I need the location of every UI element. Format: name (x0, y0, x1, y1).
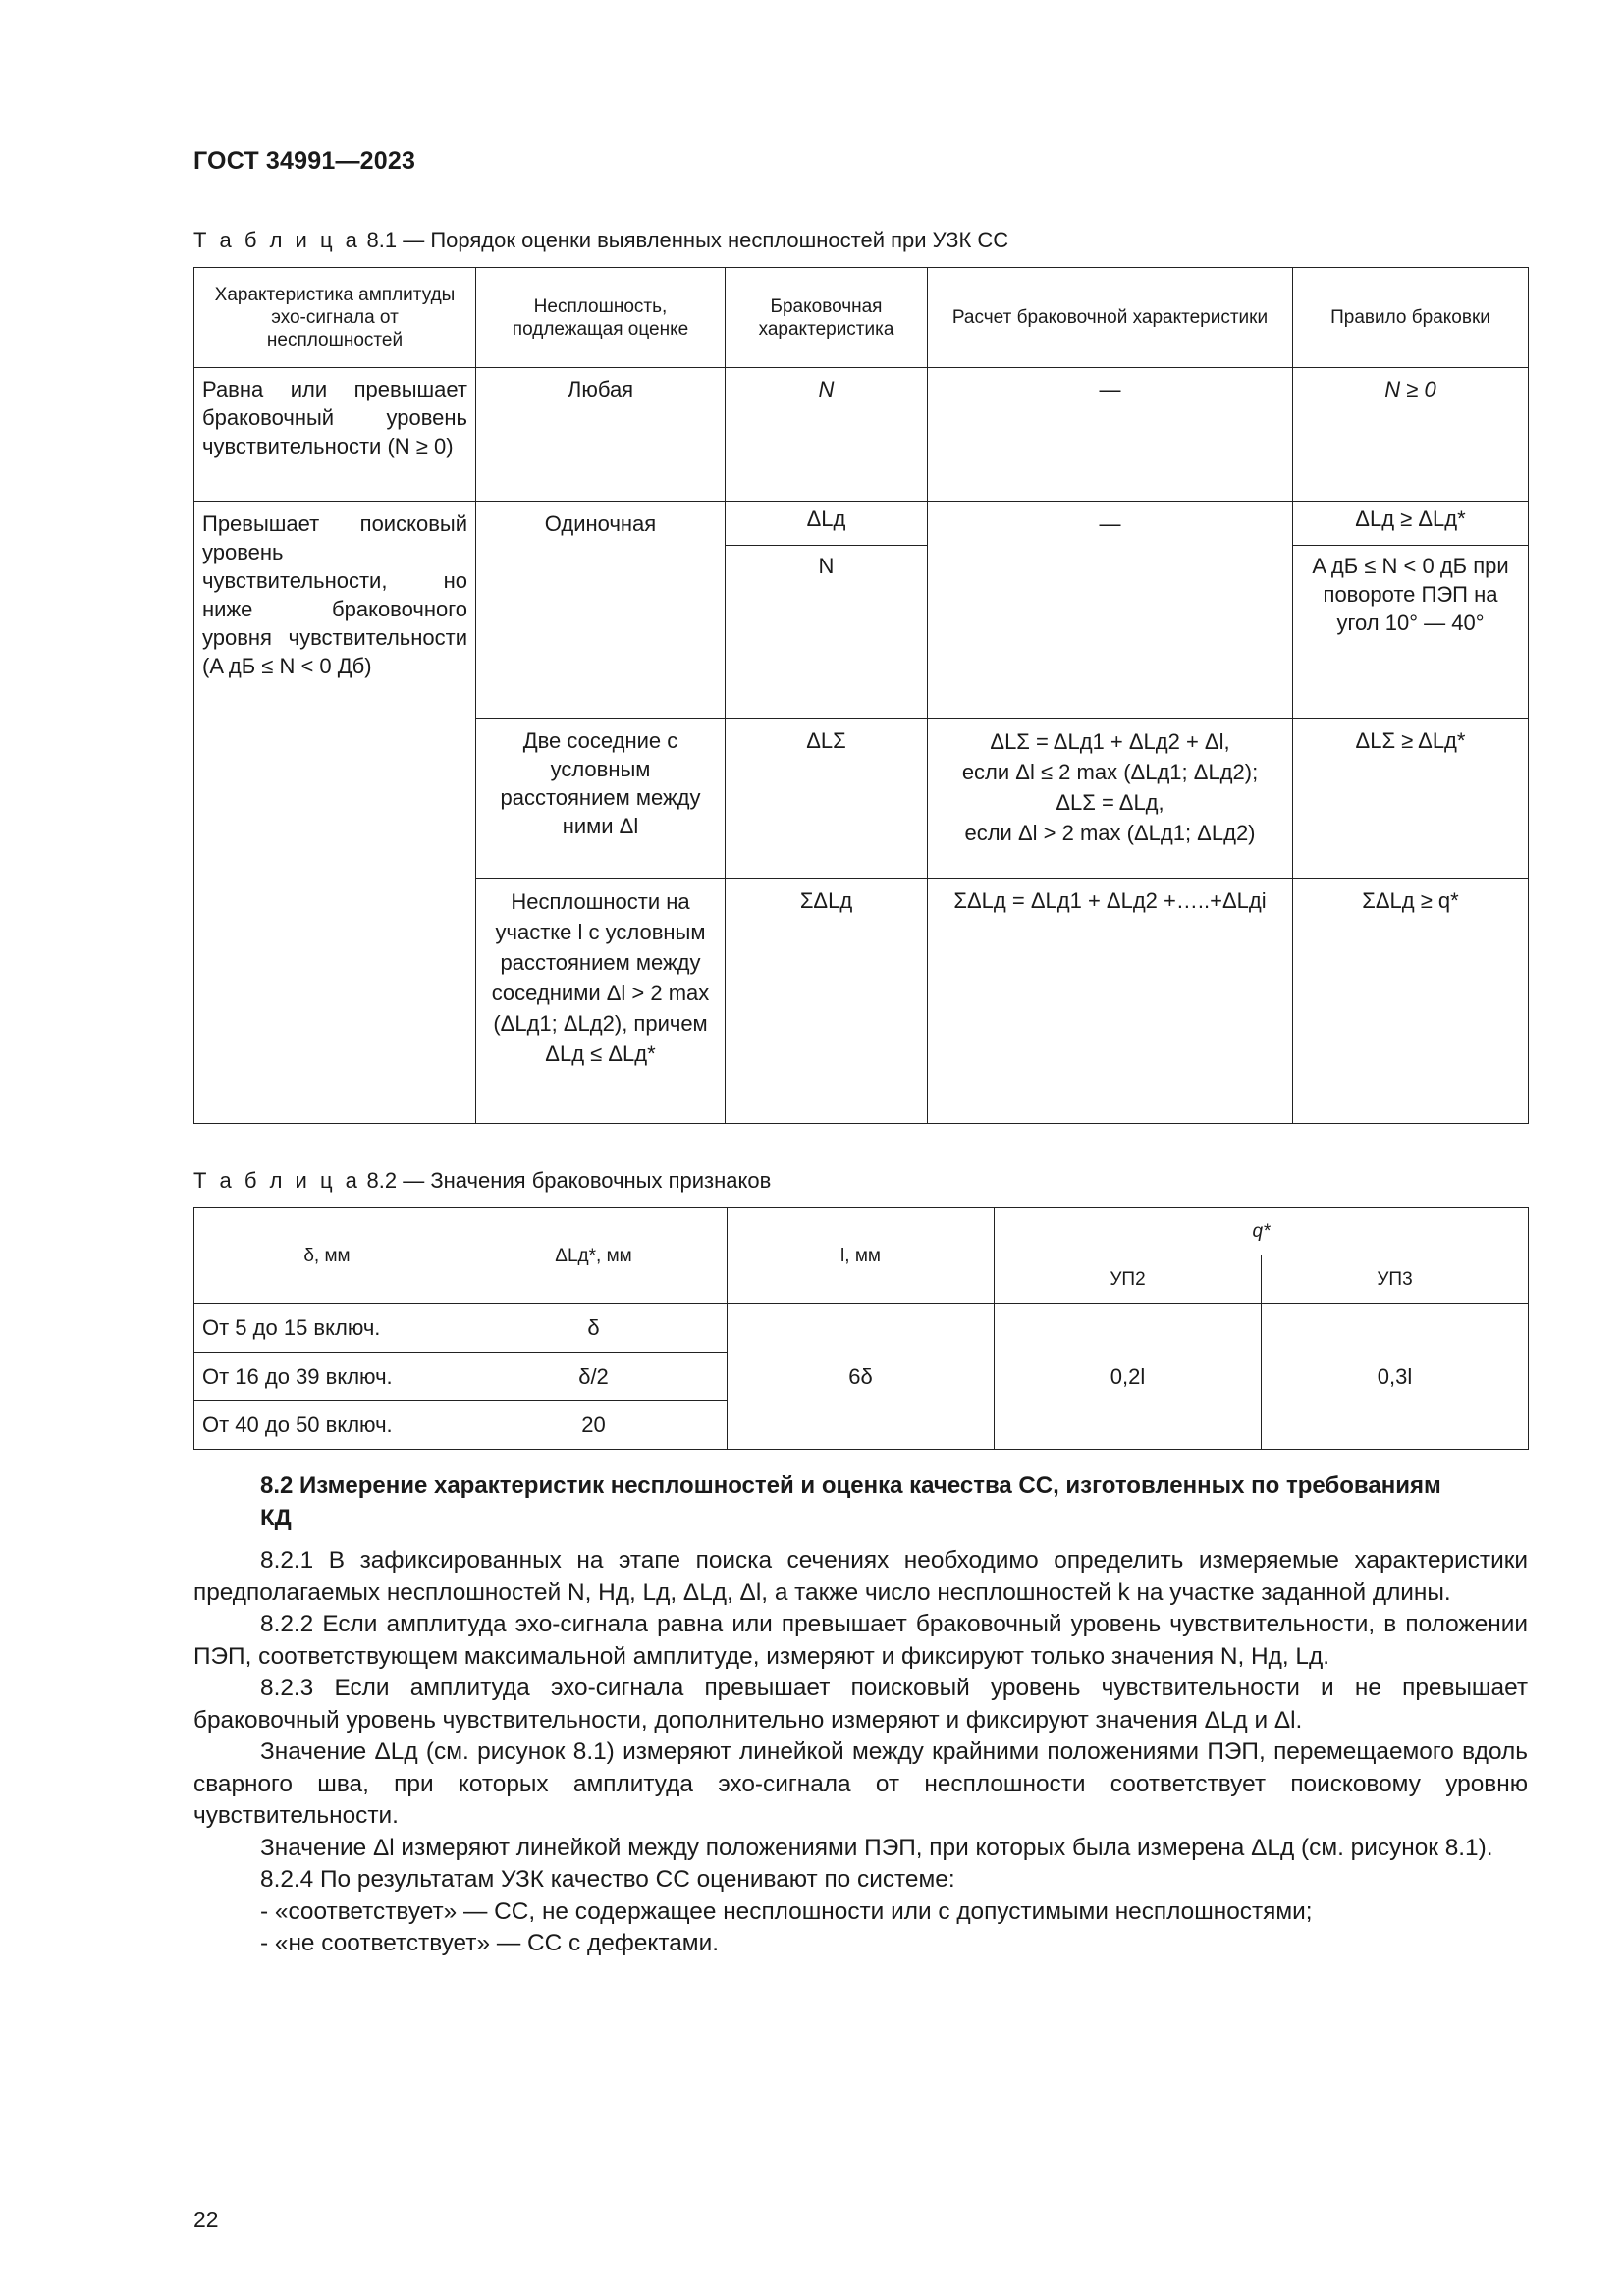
table1-header-rule: Правило браковки (1293, 268, 1529, 368)
table1-row-1 (194, 368, 1529, 502)
table2-row3-dl: 20 (460, 1401, 728, 1450)
table2-caption-prefix: Т а б л и ц а (193, 1168, 361, 1193)
paragraph-8-2-3-c: Значение Δl измеряют линейкой между положениями ПЭП, при которых была измерена ΔLд (см. рисунок 8.1). (260, 1834, 1493, 1861)
table2-header-dl: ΔLд*, мм (460, 1208, 728, 1304)
paragraph-8-2-3: 8.2.3 Если амплитуда эхо-сигнала превышает поисковый уровень чувствительности и не превышает браковочный уровень чувствительности, дополнительно измеряют и фиксируют значения ΔLд и Δl. (193, 1675, 1528, 1734)
table1-header-char: Браковочная характеристика (726, 268, 928, 368)
table1-row2-calc: — (928, 502, 1293, 719)
table1-row3-rule: ΔLΣ ≥ ΔLд* (1293, 719, 1529, 879)
table1-row3-char: ΔLΣ (726, 719, 928, 879)
list-item: - «соответствует» — СС, не содержащее несплошности или с допустимыми несплошностями; (260, 1897, 1313, 1925)
table1-group2-amp: Превышает поисковый уровень чувствительности, но ниже браковочного уровня чувствительности (A дБ ≤ N < 0 Дб) (194, 502, 476, 1124)
table1-row1-calc: — (928, 368, 1293, 502)
table1-caption (193, 228, 1008, 253)
table1-row3-calc-4: если Δl > 2 max (ΔLд1; ΔLд2) (964, 821, 1256, 845)
table1-row1-rule: N ≥ 0 (1293, 368, 1529, 502)
table2-header-up3: УП3 (1262, 1255, 1529, 1304)
table1-header-amp: Характеристика амплитуды эхо-сигнала от несплошностей (194, 268, 476, 368)
paragraph-8-2-3-b: Значение ΔLд (см. рисунок 8.1) измеряют линейкой между крайними положениями ПЭП, перемещаемого вдоль сварного шва, при которых амплитуда эхо-сигнала от несплошности соответствует поисковому уровню чувствительности. (193, 1738, 1528, 1829)
table1-row1-amp: Равна или превышает браковочный уровень чувствительности (N ≥ 0) (194, 368, 476, 502)
table1-row1-disc: Любая (476, 368, 726, 502)
table2-header-delta: δ, мм (194, 1208, 460, 1304)
table1-row1-char: N (726, 368, 928, 502)
table1-row2-char-a: ΔLд (726, 502, 927, 546)
table2-header-up2: УП2 (995, 1255, 1262, 1304)
table1-row4-calc: ΣΔLд = ΔLд1 + ΔLд2 +…..+ΔLдi (928, 879, 1293, 1124)
table2-l-value: 6δ (728, 1304, 995, 1450)
table2-caption (193, 1168, 771, 1194)
table1-row3-disc: Две соседние с условным расстоянием между ними Δl (476, 719, 726, 879)
paragraph-8-2-4: 8.2.4 По результатам УЗК качество СС оценивают по системе: (260, 1866, 955, 1893)
table1-row4-disc: Несплошности на участке l с условным расстоянием между соседними Δl > 2 max (ΔLд1; ΔLд2), причем ΔLд ≤ ΔLд* (476, 879, 726, 1124)
table1-row4-rule: ΣΔLд ≥ q* (1293, 879, 1529, 1124)
table-8-2 (193, 1207, 1529, 1450)
table1-row2-rule-b: A дБ ≤ N < 0 дБ при повороте ПЭП на угол 10° — 40° (1312, 554, 1509, 635)
table2-row1-dl: δ (460, 1304, 728, 1353)
table1-header-disc: Несплошность, подлежащая оценке (476, 268, 726, 368)
table2-up2-value: 0,2l (995, 1304, 1262, 1450)
table2-row2-dl: δ/2 (460, 1353, 728, 1401)
table2-header-q: q* (995, 1208, 1529, 1255)
list-item: - «не соответствует» — СС с дефектами. (260, 1930, 719, 1956)
paragraph-8-2-1: 8.2.1 В зафиксированных на этапе поиска сечениях необходимо определить измеряемые характеристики предполагаемых несплошностей N, Hд, Lд, ΔLд, Δl, а также число несплошностей k на участке заданной длины. (193, 1547, 1528, 1606)
page-number: 22 (193, 2207, 219, 2232)
table1-row2-char-b: N (818, 554, 835, 578)
table1-caption-text: 8.1 — Порядок оценки выявленных несплошностей при УЗК СС (360, 228, 1009, 252)
table2-row (194, 1304, 1529, 1353)
table1-row3-calc-3: ΔLΣ = ΔLд, (1056, 790, 1164, 815)
table2-row3-range: От 40 до 50 включ. (194, 1401, 460, 1450)
table2-header-row-1 (194, 1208, 1529, 1255)
table2-up3-value: 0,3l (1262, 1304, 1529, 1450)
table1-row3-calc-1: ΔLΣ = ΔLд1 + ΔLд2 + Δl, (990, 729, 1230, 754)
table1-caption-prefix: Т а б л и ц а (193, 228, 361, 252)
table2-caption-text: 8.2 — Значения браковочных признаков (360, 1168, 772, 1193)
table-8-1 (193, 267, 1529, 1124)
document-header: ГОСТ 34991—2023 (193, 147, 416, 175)
table1-row2-rule (1293, 502, 1529, 719)
table1-row3-calc-2: если Δl ≤ 2 max (ΔLд1; ΔLд2); (961, 760, 1259, 784)
table1-row4-char: ΣΔLд (726, 879, 928, 1124)
table1-row-2 (194, 502, 1529, 719)
table1-row2-rule-a: ΔLд ≥ ΔLд* (1293, 502, 1528, 546)
paragraph-8-2-2: 8.2.2 Если амплитуда эхо-сигнала равна или превышает браковочный уровень чувствительности, в положении ПЭП, соответствующем максимальной амплитуде, измеряют и фиксируют только значения N, Hд, Lд. (193, 1611, 1528, 1670)
table1-header-row (194, 268, 1529, 368)
table1-header-calc: Расчет браковочной характеристики (928, 268, 1293, 368)
table1-row2-char (726, 502, 928, 719)
table2-row1-range: От 5 до 15 включ. (194, 1304, 460, 1353)
body-text (193, 1545, 1528, 1960)
table2-header-l: l, мм (728, 1208, 995, 1304)
table2-row2-range: От 16 до 39 включ. (194, 1353, 460, 1401)
section-title: 8.2 Измерение характеристик несплошностей и оценка качества СС, изготовленных по требованиям КД (260, 1472, 1441, 1531)
table1-row2-disc: Одиночная (476, 502, 726, 719)
table1-row3-calc (928, 719, 1293, 879)
